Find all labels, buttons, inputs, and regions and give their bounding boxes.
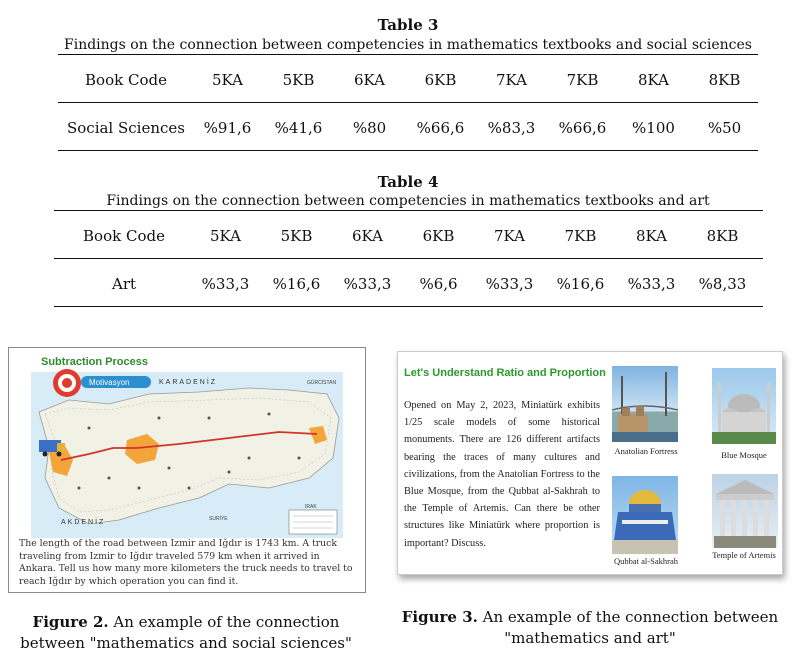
- figure2-heading: Subtraction Process: [41, 356, 148, 368]
- table-header-cell: 6KB: [424, 71, 457, 89]
- table-header-cell: 8KB: [706, 227, 739, 245]
- table-header-cell: 6KA: [354, 71, 385, 89]
- figure2-caption-text: An example of the connection between "mathematics and social sciences": [20, 613, 352, 652]
- label-black-sea: KARADENİZ: [159, 379, 218, 386]
- label-syria: SURİYE: [209, 516, 228, 522]
- table-cell: %8,33: [698, 275, 747, 293]
- figure3-body-text: Opened on May 2, 2023, Miniatürk exhibits 1/25 scale models of some historical monuments. There are 126 different artifacts bearing the traces of many cultures and civilizations, from the Anatolian Fortress to the Blue Mosque, from the Qubbat al-Sakhrah to the Temple of Artemis. Can there be other structures like Miniatürk where proportion is important? Discuss.: [404, 400, 600, 549]
- table4-mid-rule: [54, 258, 763, 259]
- figure2-caption: [8, 612, 364, 654]
- blue-mosque-picture: [712, 368, 776, 444]
- motivation-badge: Motivasyon: [89, 378, 130, 387]
- table-header-cell: 8KA: [636, 227, 667, 245]
- table4-top-rule: [54, 210, 763, 211]
- table3-top-rule: [58, 54, 758, 55]
- table-header-cell: 6KB: [422, 227, 455, 245]
- table-header-cell: 7KB: [566, 71, 599, 89]
- table-cell: %41,6: [274, 119, 323, 137]
- table-cell: %33,3: [343, 275, 392, 293]
- figure2-image: [8, 347, 366, 593]
- figure3-image: [397, 351, 783, 575]
- table3-title: Table 3: [377, 16, 439, 34]
- label-iraq: IRAK: [305, 504, 317, 510]
- table-cell: %50: [707, 119, 742, 137]
- table3-bottom-rule: [58, 150, 758, 151]
- table-cell: Art: [111, 275, 137, 293]
- figure2-problem-text: The length of the road between Izmir and Iğdır is 1743 km. A truck traveling from Izmir to Iğdır traveled 579 km when it arrived in Ankara. Tell us how many more kilometers the truck needs to travel to reach Iğdır by which operation you can find it.: [19, 538, 353, 587]
- label-mediterranean: AKDENİZ: [61, 519, 106, 526]
- temple-icon: [712, 474, 778, 548]
- table-header-cell: 8KA: [638, 71, 669, 89]
- figure3-caption: [398, 607, 782, 649]
- picture-caption: Blue Mosque: [721, 450, 767, 460]
- bridge-icon: [612, 366, 678, 442]
- table-header-cell: 8KB: [708, 71, 741, 89]
- table4-data-row: [58, 275, 758, 293]
- figure3-caption-label: Figure 3.: [401, 608, 478, 626]
- table-header-cell: 5KB: [280, 227, 313, 245]
- target-icon: [53, 369, 81, 397]
- table-header-cell: Book Code: [83, 227, 165, 245]
- figure3-heading: Let's Understand Ratio and Proportion: [404, 367, 606, 379]
- table4-bottom-rule: [54, 306, 763, 307]
- table-cell: Social Sciences: [66, 119, 185, 137]
- label-georgia: GÜRCİSTAN: [307, 380, 337, 386]
- table-header-cell: 5KA: [210, 227, 241, 245]
- picture-caption: Anatolian Fortress: [614, 446, 678, 456]
- anatolian-fortress-picture: [612, 366, 678, 442]
- table-cell: %16,6: [272, 275, 321, 293]
- table4-subtitle: Findings on the connection between competencies in mathematics textbooks and art: [106, 193, 710, 209]
- dome-icon: [612, 476, 678, 554]
- table-header-cell: 5KA: [212, 71, 243, 89]
- figure2-caption-label: Figure 2.: [32, 613, 109, 631]
- picture-caption: Qubbat al-Sakhrah: [614, 556, 678, 566]
- table-header-cell: 6KA: [352, 227, 383, 245]
- table-cell: %6,6: [419, 275, 458, 293]
- table-cell: %83,3: [487, 119, 536, 137]
- picture-caption: Temple of Artemis: [712, 550, 776, 560]
- table-header-cell: 5KB: [282, 71, 315, 89]
- turkey-map-illustration: [9, 348, 365, 538]
- table4-title: Table 4: [377, 173, 439, 191]
- table3-data-row: [60, 119, 760, 137]
- table3-header-row: [60, 71, 760, 89]
- qubbat-al-sakhrah-picture: [612, 476, 678, 554]
- table-cell: %66,6: [558, 119, 607, 137]
- table-header-cell: 7KA: [494, 227, 525, 245]
- table-cell: %66,6: [416, 119, 465, 137]
- table-cell: %33,3: [627, 275, 676, 293]
- table-header-cell: Book Code: [85, 71, 167, 89]
- table3-subtitle: Findings on the connection between competencies in mathematics textbooks and social sciences: [64, 37, 752, 53]
- table-cell: %100: [632, 119, 675, 137]
- table4-header-row: [58, 227, 758, 245]
- table-header-cell: 7KA: [496, 71, 527, 89]
- mosque-icon: [712, 368, 776, 444]
- table-header-cell: 7KB: [564, 227, 597, 245]
- table-cell: %33,3: [485, 275, 534, 293]
- table-cell: %33,3: [201, 275, 250, 293]
- temple-of-artemis-picture: [712, 474, 778, 548]
- table-cell: %91,6: [203, 119, 252, 137]
- table-cell: %16,6: [556, 275, 605, 293]
- figure3-caption-text: An example of the connection between "mathematics and art": [482, 608, 779, 647]
- table-cell: %80: [352, 119, 387, 137]
- table3-mid-rule: [58, 102, 758, 103]
